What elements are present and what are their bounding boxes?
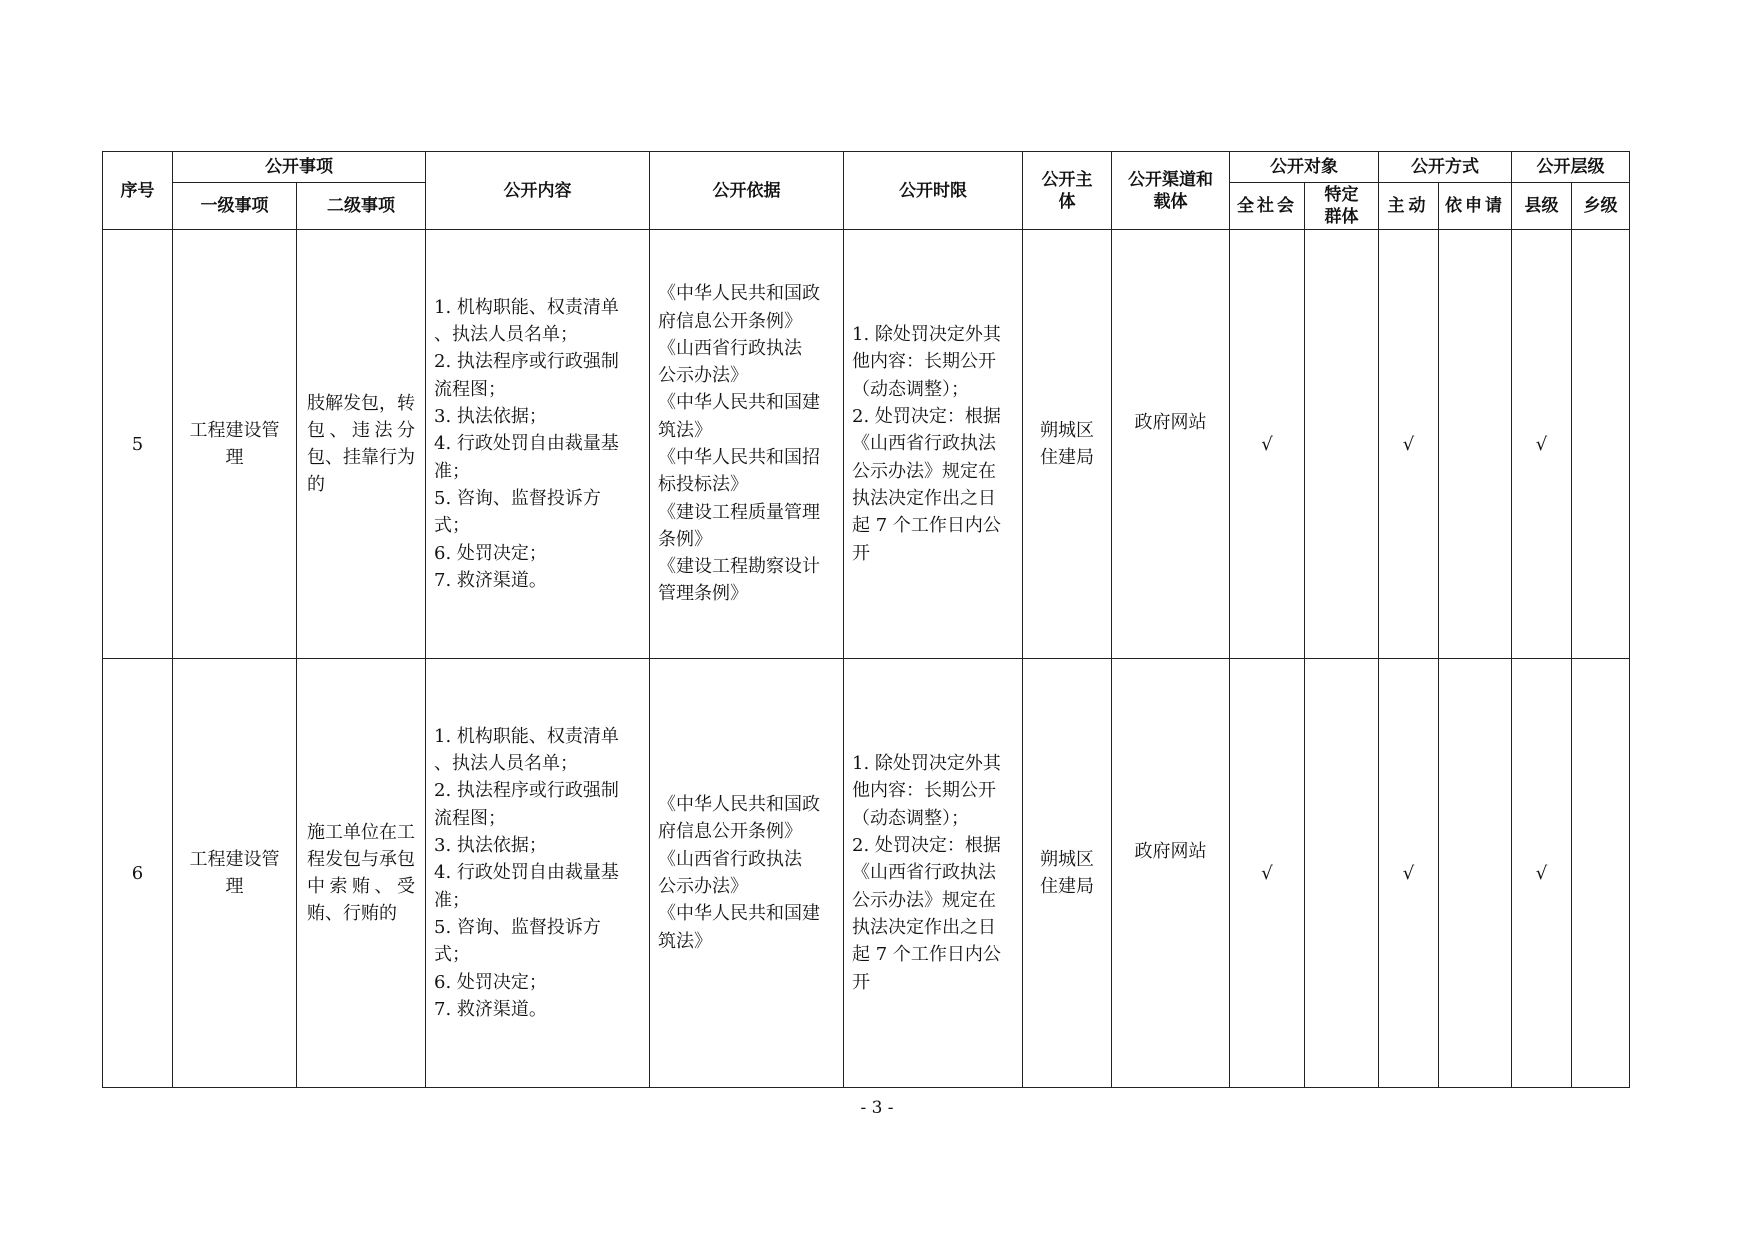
row-basis-line: 《建设工程质量管理 (658, 501, 820, 523)
page-number: - 3 - (860, 1098, 894, 1118)
row-basis-line: 《山西省行政执法 (658, 337, 802, 359)
check-tier-town (1572, 230, 1630, 659)
header-channel-text: 公开渠道和载体 (1128, 169, 1213, 212)
row-time-limit-line: （动态调整）； (852, 378, 969, 400)
row-time-limit (844, 230, 1023, 659)
row-content-line: 4. 行政处罚自由裁量基 (434, 862, 619, 884)
check-method-active: √ (1379, 659, 1439, 1088)
header-target-specific (1305, 183, 1379, 230)
row-content (426, 230, 650, 659)
row-time-limit-line: 2. 处罚决定：根据 (852, 835, 1001, 857)
row-content-line: 流程图； (434, 807, 506, 829)
row-level2: 施工单位在工程发包与承包中索贿、受贿、行贿的 (297, 659, 426, 1088)
row-content-line: 5. 咨询、监督投诉方 (434, 916, 601, 938)
header-level2: 二级事项 (297, 183, 426, 230)
row-content-line: 、执法人员名单； (434, 324, 578, 346)
row-content-line: 2. 执法程序或行政强制 (434, 780, 619, 802)
header-items: 公开事项 (173, 152, 426, 183)
row-time-limit-line: 起 7 个工作日内公 (852, 515, 1001, 537)
header-subject-text: 公开主体 (1041, 169, 1093, 212)
row-basis-line: 《中华人民共和国政 (658, 794, 820, 816)
row-basis-line: 《中华人民共和国建 (658, 392, 820, 414)
header-tier: 公开层级 (1512, 152, 1630, 183)
header-target-all: 全社会 (1230, 183, 1305, 230)
header-target-specific-text: 特定群体 (1324, 185, 1359, 227)
header-seq: 序号 (103, 152, 173, 230)
check-target-all: √ (1230, 659, 1305, 1088)
row-time-limit-line: 1. 除处罚决定外其 (852, 324, 1001, 346)
row-level1: 工程建设管理 (173, 230, 297, 659)
row-content-line: 5. 咨询、监督投诉方 (434, 487, 601, 509)
check-tier-county: √ (1512, 230, 1572, 659)
header-tier-town: 乡级 (1572, 183, 1630, 230)
row-channel: 政府网站 (1112, 230, 1230, 659)
row-time-limit-line: 他内容：长期公开 (852, 351, 996, 373)
row-basis-line: 府信息公开条例》 (658, 821, 802, 843)
row-time-limit-line: 开 (852, 971, 870, 993)
row-content-line: 2. 执法程序或行政强制 (434, 351, 619, 373)
header-level1: 一级事项 (173, 183, 297, 230)
row-time-limit-line: 《山西省行政执法 (852, 433, 996, 455)
row-content-line: 流程图； (434, 378, 506, 400)
header-target: 公开对象 (1230, 152, 1379, 183)
row-content-line: 1. 机构职能、权责清单 (434, 296, 619, 318)
row-content-line: 3. 执法依据； (434, 406, 547, 428)
row-content-line: 7. 救济渠道。 (434, 569, 547, 591)
header-method: 公开方式 (1379, 152, 1512, 183)
row-channel: 政府网站 (1112, 659, 1230, 1088)
row-basis (650, 659, 844, 1088)
row-basis-line: 公示办法》 (658, 876, 748, 897)
row-basis-line: 《建设工程勘察设计 (658, 556, 820, 578)
row-content-line: 准； (434, 889, 470, 911)
check-method-active: √ (1379, 230, 1439, 659)
row-basis-line: 《中华人民共和国政 (658, 283, 820, 305)
header-method-active: 主动 (1379, 183, 1439, 230)
check-tier-county: √ (1512, 659, 1572, 1088)
row-basis-line: 《中华人民共和国招 (658, 447, 820, 468)
row-content (426, 659, 650, 1088)
check-target-specific (1305, 659, 1379, 1088)
table-row (103, 659, 1630, 1088)
row-seq: 6 (103, 659, 173, 1088)
row-content-line: 7. 救济渠道。 (434, 998, 547, 1020)
header-content: 公开内容 (426, 152, 650, 230)
header-basis: 公开依据 (650, 152, 844, 230)
row-time-limit-line: 执法决定作出之日 (852, 916, 996, 938)
check-target-specific (1305, 230, 1379, 659)
row-time-limit-line: 2. 处罚决定：根据 (852, 406, 1001, 428)
row-time-limit-line: 开 (852, 542, 870, 564)
row-basis-line: 府信息公开条例》 (658, 310, 802, 332)
row-basis-line: 《中华人民共和国建 (658, 903, 820, 925)
row-content-line: 3. 执法依据； (434, 835, 547, 857)
row-time-limit-line: 起 7 个工作日内公 (852, 944, 1001, 966)
header-time-limit: 公开时限 (844, 152, 1023, 230)
table-row (103, 230, 1630, 659)
row-subject: 朔城区住建局 (1023, 230, 1112, 659)
header-channel (1112, 152, 1230, 230)
row-content-line: 6. 处罚决定； (434, 971, 547, 993)
header-tier-county: 县级 (1512, 183, 1572, 230)
row-basis-line: 筑法》 (658, 419, 712, 441)
check-method-request (1439, 230, 1512, 659)
header-method-request: 依申请 (1439, 183, 1512, 230)
check-target-all: √ (1230, 230, 1305, 659)
row-time-limit-line: 公示办法》规定在 (852, 460, 996, 482)
disclosure-table (102, 151, 1630, 1088)
row-basis-line: 筑法》 (658, 930, 712, 952)
row-level1: 工程建设管理 (173, 659, 297, 1088)
row-content-line: 、执法人员名单； (434, 753, 578, 775)
row-content-line: 式； (434, 515, 470, 537)
row-content-line: 式； (434, 944, 470, 966)
check-tier-town (1572, 659, 1630, 1088)
row-content-line: 准； (434, 460, 470, 482)
row-seq: 5 (103, 230, 173, 659)
row-basis-line: 管理条例》 (658, 583, 748, 605)
row-subject: 朔城区住建局 (1023, 659, 1112, 1088)
row-time-limit-line: 他内容：长期公开 (852, 780, 996, 802)
check-method-request (1439, 659, 1512, 1088)
row-basis-line: 《山西省行政执法 (658, 848, 802, 870)
row-content-line: 1. 机构职能、权责清单 (434, 725, 619, 747)
row-level2: 肢解发包，转包、违法分包、挂靠行为的 (297, 230, 426, 659)
row-content-line: 4. 行政处罚自由裁量基 (434, 433, 619, 455)
row-basis-line: 标投标法》 (658, 474, 748, 496)
row-time-limit-line: 公示办法》规定在 (852, 889, 996, 911)
row-time-limit-line: （动态调整）； (852, 807, 969, 829)
row-time-limit-line: 执法决定作出之日 (852, 487, 996, 509)
header-subject (1023, 152, 1112, 230)
row-basis (650, 230, 844, 659)
row-time-limit (844, 659, 1023, 1088)
row-basis-line: 条例》 (658, 528, 712, 550)
row-time-limit-line: 1. 除处罚决定外其 (852, 753, 1001, 775)
row-content-line: 6. 处罚决定； (434, 542, 547, 564)
row-time-limit-line: 《山西省行政执法 (852, 862, 996, 884)
row-basis-line: 公示办法》 (658, 365, 748, 387)
